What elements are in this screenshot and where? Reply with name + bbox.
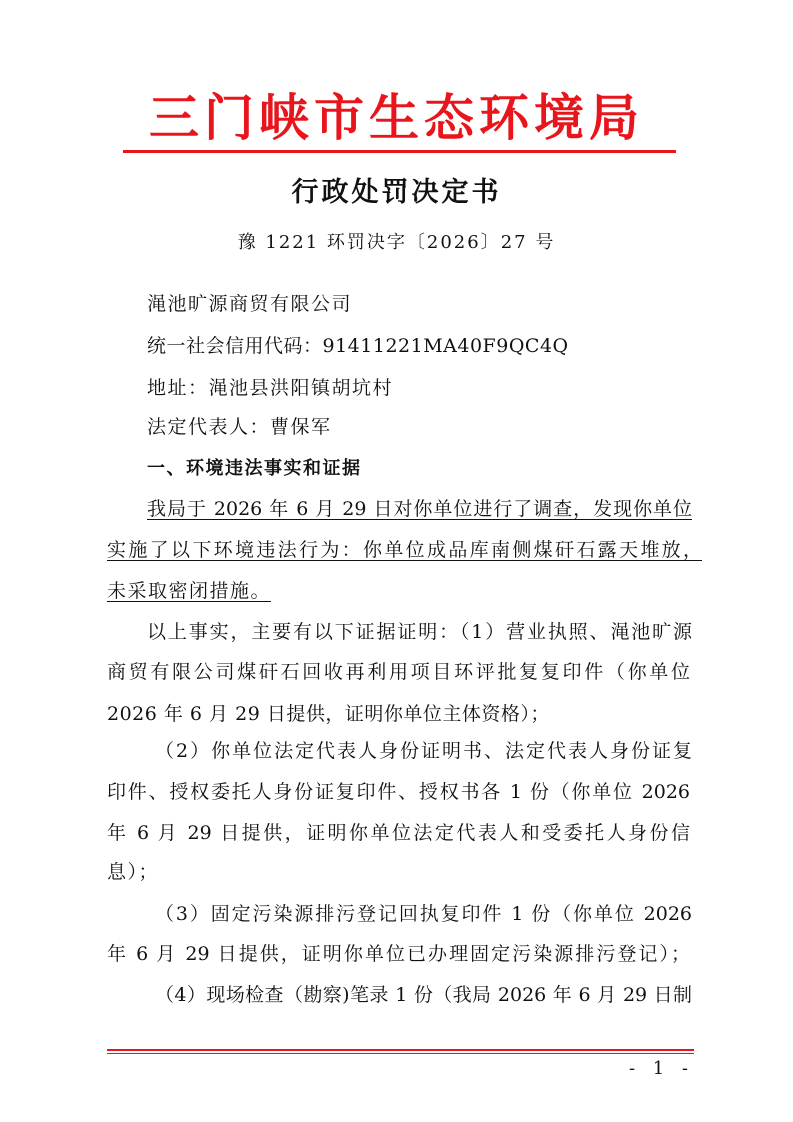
facts-line: 我局于 2026 年 6 月 29 日对你单位进行了调查，发现你单位: [147, 498, 692, 520]
evidence-line: 年 6 月 29 日提供，证明你单位法定代表人和受委托人身份信: [107, 822, 690, 844]
evidence-line: 息）；: [107, 861, 160, 883]
document-number: 豫 1221 环罚决字〔2026〕27 号: [237, 232, 556, 253]
evidence-line: 商贸有限公司煤矸石回收再利用项目环评批复复印件（你单位: [107, 661, 690, 683]
party-address: 地址：渑池县洪阳镇胡坑村: [147, 377, 394, 399]
page-number: - 1 -: [628, 1058, 694, 1079]
evidence-line: 印件、授权委托人身份证复印件、授权书各 1 份（你单位 2026: [107, 781, 690, 803]
issuing-authority-title: 三门峡市生态环境局: [149, 88, 644, 147]
footer-rule-thin: [107, 1053, 694, 1054]
red-header-rule: [123, 150, 676, 153]
party-company: 渑池旷源商贸有限公司: [147, 293, 353, 315]
facts-line: 实施了以下环境违法行为：你单位成品库南侧煤矸石露天堆放，: [107, 539, 702, 561]
evidence-line: 年 6 月 29 日提供，证明你单位已办理固定污染源排污登记）；: [107, 943, 690, 965]
party-credit-code: 统一社会信用代码：91411221MA40F9QC4Q: [147, 335, 569, 357]
document-title: 行政处罚决定书: [291, 177, 502, 208]
evidence-line: 以上事实，主要有以下证据证明：（1）营业执照、渑池旷源: [147, 621, 692, 643]
footer-rule: [107, 1049, 694, 1051]
party-legal-rep: 法定代表人：曹保军: [147, 416, 332, 438]
section-heading-facts: 一、环境违法事实和证据: [147, 458, 362, 479]
facts-line: 未采取密闭措施。: [107, 580, 272, 602]
evidence-line: （3）固定污染源排污登记回执复印件 1 份（你单位 2026: [155, 903, 692, 925]
evidence-line: 2026 年 6 月 29 日提供，证明你单位主体资格）；: [107, 703, 550, 725]
evidence-line: （2）你单位法定代表人身份证明书、法定代表人身份证复: [155, 740, 692, 762]
evidence-line: （4）现场检查（勘察)笔录 1 份（我局 2026 年 6 月 29 日制: [155, 984, 692, 1006]
